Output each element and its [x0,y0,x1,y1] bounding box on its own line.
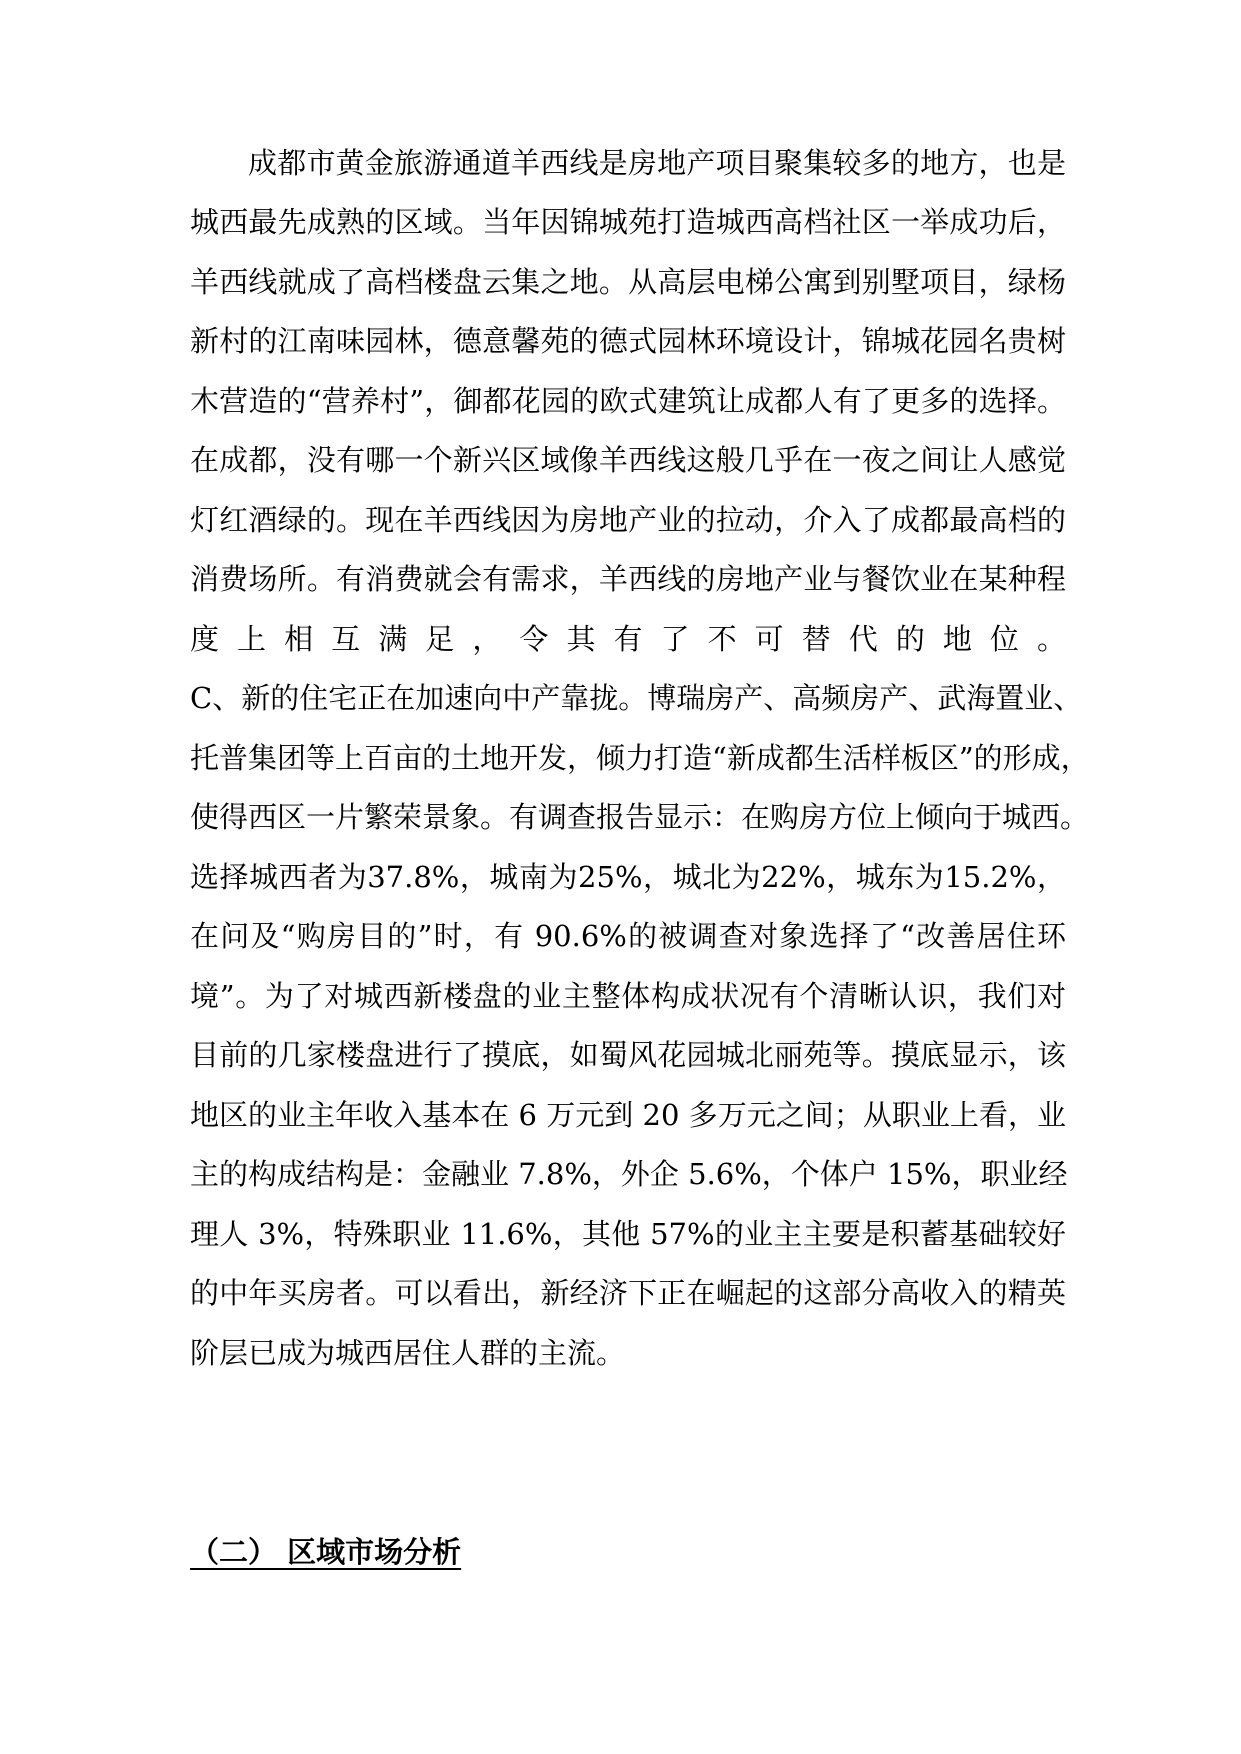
paragraph-line: 新村的江南味园林，德意馨苑的德式园林环境设计，锦城花园名贵树 [190,324,1066,358]
paragraph-line: 境”。为了对城西新楼盘的业主整体构成状况有个清晰认识，我们对 [190,979,1066,1013]
paragraph-line: 灯红酒绿的。现在羊西线因为房地产业的拉动，介入了成都最高档的 [190,503,1066,537]
section-heading: （二） 区域市场分析 [190,1535,462,1569]
paragraph-line: 主的构成结构是：金融业 7.8%，外企 5.6%，个体户 15%，职业经 [190,1157,1068,1191]
paragraph-line: C、新的住宅正在加速向中产靠拢。博瑞房产、高频房产、武海置业、 [190,681,1083,715]
paragraph-line: 度上相互满足，令其有了不可替代的地位。 [190,622,1066,656]
paragraph-line: 托普集团等上百亩的土地开发，倾力打造“新成都生活样板区”的形成， [190,741,1090,775]
paragraph-line: 选择城西者为37.8%，城南为25%，城北为22%，城东为15.2%， [190,860,1066,894]
paragraph-line: 木营造的“营养村”，御都花园的欧式建筑让成都人有了更多的选择。 [190,384,1066,418]
paragraph-line: 城西最先成熟的区域。当年因锦城苑打造城西高档社区一举成功后， [190,205,1066,239]
paragraph-line: 地区的业主年收入基本在 6 万元到 20 多万元之间；从职业上看，业 [190,1098,1066,1132]
paragraph-line: 成都市黄金旅游通道羊西线是房地产项目聚集较多的地方，也是 [248,146,1066,180]
paragraph-line: 在问及“购房目的”时，有 90.6%的被调查对象选择了“改善居住环 [190,919,1066,953]
paragraph-line: 目前的几家楼盘进行了摸底，如蜀风花园城北丽苑等。摸底显示，该 [190,1038,1066,1072]
paragraph-line: 阶层已成为城西居住人群的主流。 [190,1336,626,1370]
paragraph-line: 理人 3%，特殊职业 11.6%，其他 57%的业主主要是积蓄基础较好 [190,1217,1066,1251]
paragraph-line: 使得西区一片繁荣景象。有调查报告显示：在购房方位上倾向于城西。 [190,800,1090,834]
paragraph-line: 消费场所。有消费就会有需求，羊西线的房地产业与餐饮业在某种程 [190,562,1066,596]
paragraph-line: 羊西线就成了高档楼盘云集之地。从高层电梯公寓到别墅项目，绿杨 [190,265,1066,299]
paragraph-line: 在成都，没有哪一个新兴区域像羊西线这般几乎在一夜之间让人感觉 [190,443,1066,477]
paragraph-line: 的中年买房者。可以看出，新经济下正在崛起的这部分高收入的精英 [190,1276,1066,1310]
